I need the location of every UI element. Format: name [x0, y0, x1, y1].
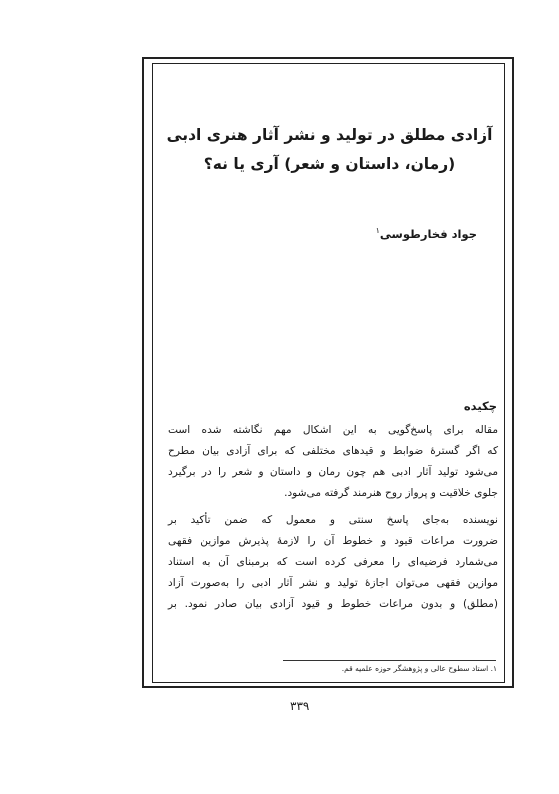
footnote-separator — [283, 660, 496, 661]
abstract-line-5: نویسنده به‌جای پاسخ سنتی و معمول که ضمن تأکید بر — [168, 514, 498, 526]
abstract-line-6: ضرورت مراعات قیود و خطوط آن را لازمهٔ پذیرش موازین فقهی — [168, 535, 498, 547]
abstract-line-9: (مطلق) و بدون مراعات خطوط و قیود آزادی بیان صادر نمود. بر — [168, 598, 498, 610]
footnote: ۱. استاد سطوح عالی و پژوهشگر حوزه علمیه قم. — [341, 664, 497, 673]
page-number: ۳۳۹ — [290, 699, 310, 713]
article-title-line-2: (رمان، داستان و شعر) آری یا نه؟ — [203, 155, 456, 173]
abstract-line-2: که اگر گسترهٔ ضوابط و قیدهای مختلفی که برای آزادی بیان مطرح — [168, 445, 498, 457]
author-name: جواد فخارطوسی — [379, 226, 477, 241]
article-title-line-1: آزادی مطلق در تولید و نشر آثار هنری ادبی — [166, 126, 493, 144]
author-byline — [376, 226, 477, 241]
abstract-line-8: موازین فقهی می‌توان اجازهٔ تولید و نشر آثار ادبی را به‌صورت آزاد — [168, 577, 498, 589]
author-footnote-marker: ۱ — [375, 226, 380, 235]
abstract-line-1: مقاله برای پاسخ‌گویی به این اشکال مهم نگاشته شده است — [168, 424, 498, 436]
abstract-line-7: می‌شمارد فرضیه‌ای را معرفی کرده است که برمبنای آن به استناد — [168, 556, 498, 568]
abstract-line-3: می‌شود تولید آثار ادبی هم چون رمان و داستان و شعر را در برگیرد — [168, 466, 498, 478]
abstract-line-4: جلوی خلاقیت و پرواز روح هنرمند گرفته می‌شود. — [284, 487, 498, 499]
abstract-heading: چکیده — [463, 399, 497, 413]
